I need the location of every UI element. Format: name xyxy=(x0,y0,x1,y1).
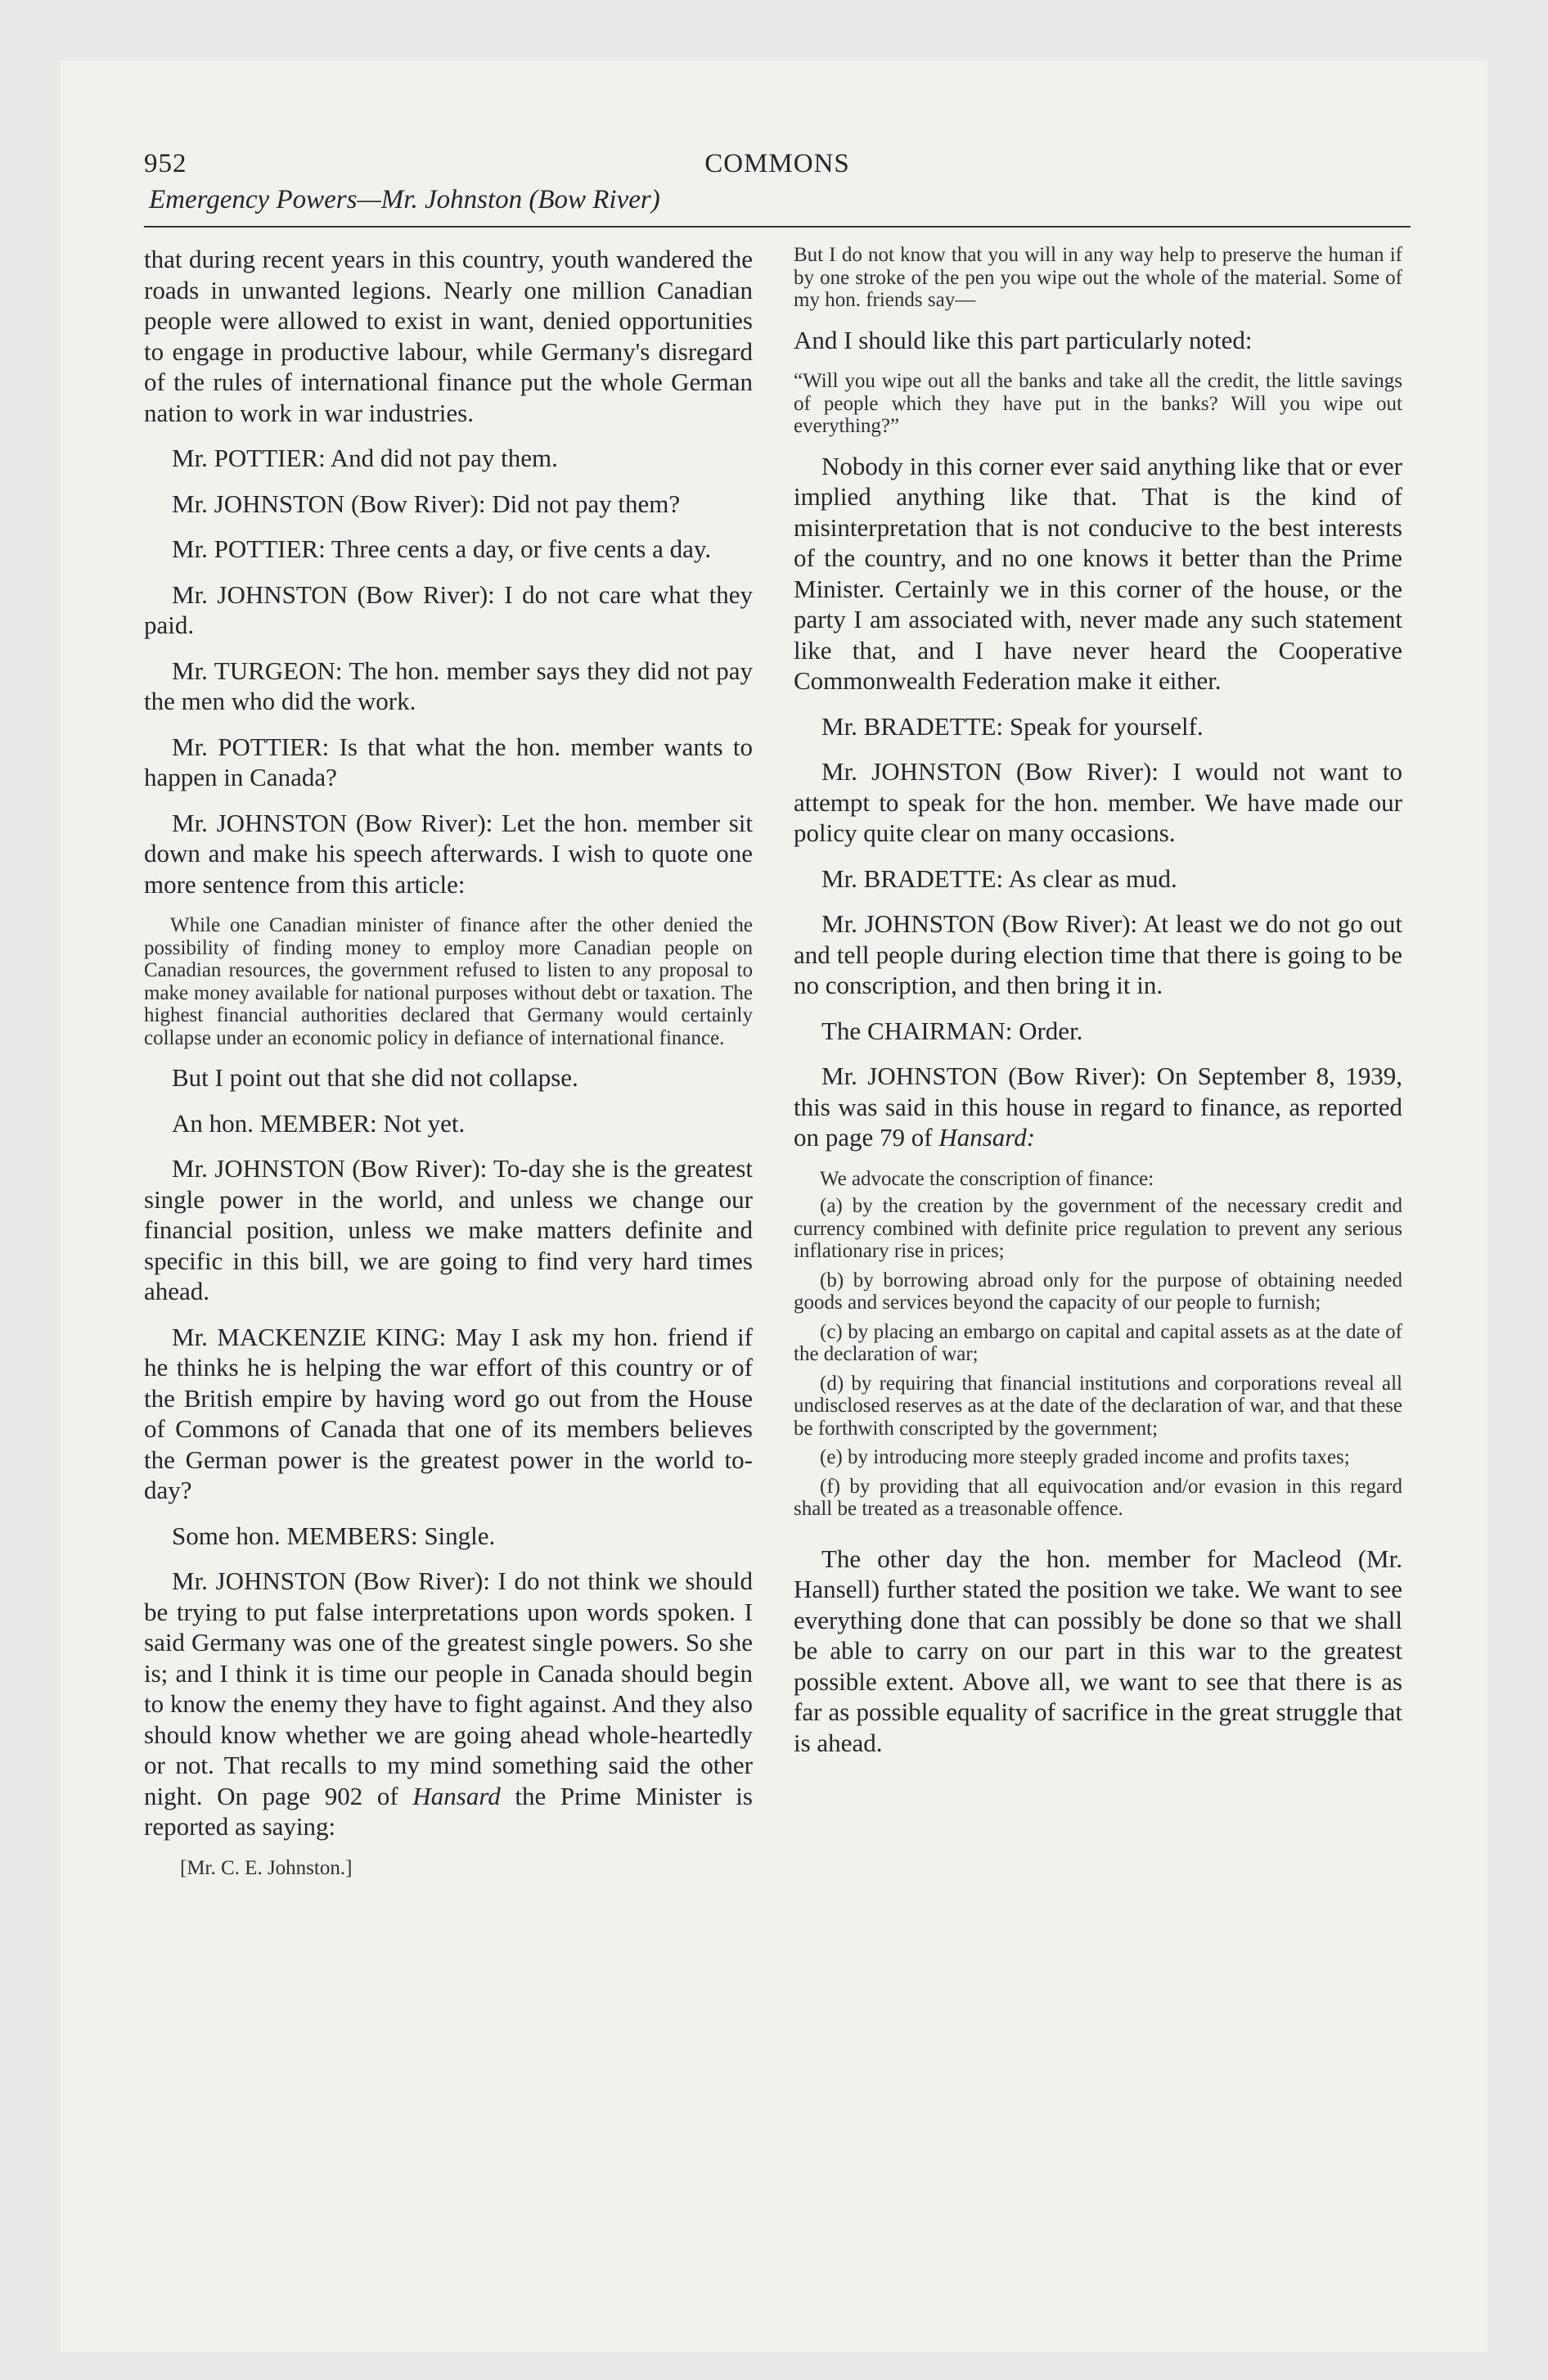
list-item: (b) by borrowing abroad only for the purpose of obtaining needed goods and services beyond the capacity of our people to furnish; xyxy=(794,1269,1402,1314)
left-column xyxy=(144,244,753,1880)
speech: Mr. POTTIER: Three cents a day, or five cents a day. xyxy=(172,534,712,563)
list-item: (e) by introducing more steeply graded income and profits taxes; xyxy=(820,1446,1350,1468)
list-item: (f) by providing that all equivocation and/or evasion in this regard shall be treated as a treasonable offence. xyxy=(794,1475,1402,1520)
speech: An hon. MEMBER: Not yet. xyxy=(172,1108,466,1138)
document-page xyxy=(144,141,1411,1879)
speech: Mr. JOHNSTON (Bow River): To-day she is the greatest single power in the world, and unless we change our financial position, unless we make matters definite and specific in this bill, we are going to find very hard times ahead. xyxy=(144,1154,753,1305)
speech: Some hon. MEMBERS: Single. xyxy=(172,1521,496,1550)
paragraph: And I should like this part particularly noted: xyxy=(794,325,1253,354)
hansard-reference: Hansard: xyxy=(938,1123,1036,1152)
speech: Mr. BRADETTE: As clear as mud. xyxy=(821,863,1177,893)
block-quote: “Will you wipe out all the banks and take all the credit, the little savings of people which they have put in the banks? Will you wipe out everything?” xyxy=(794,370,1402,437)
speech xyxy=(144,1566,753,1842)
speech: Mr. TURGEON: The hon. member says they did not pay the men who did the work. xyxy=(144,656,753,715)
right-column xyxy=(794,244,1402,1773)
speech: Mr. POTTIER: And did not pay them. xyxy=(172,444,558,472)
speech: Mr. MACKENZIE KING: May I ask my hon. friend if he thinks he is helping the war effort of this country or of the British empire by having word go out from the House of Commons of Canada that one of its members believes the German power is the greatest power in the world to-day? xyxy=(144,1322,753,1504)
speech: Mr. JOHNSTON (Bow River): I do not care what they paid. xyxy=(144,579,753,639)
speech: Mr. POTTIER: Is that what the hon. member wants to happen in Canada? xyxy=(144,732,753,791)
speech xyxy=(794,1061,1402,1153)
speech-text: Mr. JOHNSTON (Bow River): I do not think we should be trying to put false interpretations upon words spoken. I said Germany was one of the greatest single powers. So she is; and I think it is time our people in Canada should begin to know the enemy they have to fight against. And they also should know whether we are going ahead whole-heartedly or not. That recalls to my mind something said the other night. On page 902 of xyxy=(144,1566,753,1810)
speech-text: Mr. JOHNSTON (Bow River): On September 8, 1939, this was said in this house in regard to finance, as reported on page 79 of xyxy=(794,1062,1402,1152)
speech: Mr. JOHNSTON (Bow River): Did not pay them? xyxy=(172,489,681,518)
header-rule xyxy=(144,226,1411,228)
paragraph: that during recent years in this country, youth wandered the roads in unwanted legions. Nearly one million Canadian people were allowed to exist in want, denied opportunities to engage in productive labour, while Germany's disregard of the rules of international finance put the whole German nation to work in war industries. xyxy=(144,245,753,427)
speaker-attribution: [Mr. C. E. Johnston.] xyxy=(180,1856,353,1879)
running-head: COMMONS xyxy=(704,149,850,178)
page-number: 952 xyxy=(144,149,187,178)
speech: Mr. BRADETTE: Speak for yourself. xyxy=(821,711,1204,741)
speech: The CHAIRMAN: Order. xyxy=(821,1016,1083,1045)
page-header xyxy=(144,141,1411,226)
paragraph: But I point out that she did not collapse. xyxy=(172,1063,578,1092)
block-quote: While one Canadian minister of finance after the other denied the possibility of finding money to employ more Canadian people on Canadian resources, the government refused to listen to any proposal to make money available for national purposes without debt or taxation. The highest financial authorities declared that Germany would certainly collapse under an economic policy in defiance of international finance. xyxy=(144,914,753,1049)
list-item: (d) by requiring that financial institutions and corporations reveal all undisclosed reserves as at the date of the declaration of war, and that these be forthwith conscripted by the government; xyxy=(794,1372,1402,1440)
paragraph: The other day the hon. member for Macleod (Mr. Hansell) further stated the position we take. We want to see everything done that can possibly be done so that we shall be able to carry on our part in this war to the greatest possible extent. Above all, we want to see that there is as far as possible equality of sacrifice in the great struggle that is ahead. xyxy=(794,1544,1402,1757)
list-item: (c) by placing an embargo on capital and capital assets as at the date of the declaration of war; xyxy=(794,1320,1402,1365)
speech: Mr. JOHNSTON (Bow River): At least we do not go out and tell people during election time that there is going to be no conscription, and then bring it in. xyxy=(794,909,1402,999)
section-subtitle: Emergency Powers—Mr. Johnston (Bow River) xyxy=(149,185,660,214)
speech: Mr. JOHNSTON (Bow River): I would not want to attempt to speak for the hon. member. We have made our policy quite clear on many occasions. xyxy=(794,757,1402,847)
block-quote-lead: We advocate the conscription of finance: xyxy=(820,1167,1154,1190)
hansard-reference: Hansard xyxy=(412,1781,501,1810)
speech: Mr. JOHNSTON (Bow River): Let the hon. member sit down and make his speech afterwards. I wish to quote one more sentence from this article: xyxy=(144,808,753,899)
list-item: (a) by the creation by the government of the necessary credit and currency combined with definite price regulation to prevent any serious inflationary rise in prices; xyxy=(794,1195,1402,1262)
block-quote: But I do not know that you will in any way help to preserve the human if by one stroke of the pen you wipe out the whole of the material. Some of my hon. friends say— xyxy=(794,244,1402,311)
speech-text-end: the Prime Minister is reported as saying: xyxy=(144,1781,753,1841)
paragraph: Nobody in this corner ever said anything like that or ever implied anything like that. That is the kind of misinterpretation that is not conducive to the best interests of the country, and no one knows it better than the Prime Minister. Certainly we in this corner of the house, or the party I am associated with, never made any such statement like that, and I have never heard the Cooperative Commonwealth Federation make it either. xyxy=(794,451,1402,695)
